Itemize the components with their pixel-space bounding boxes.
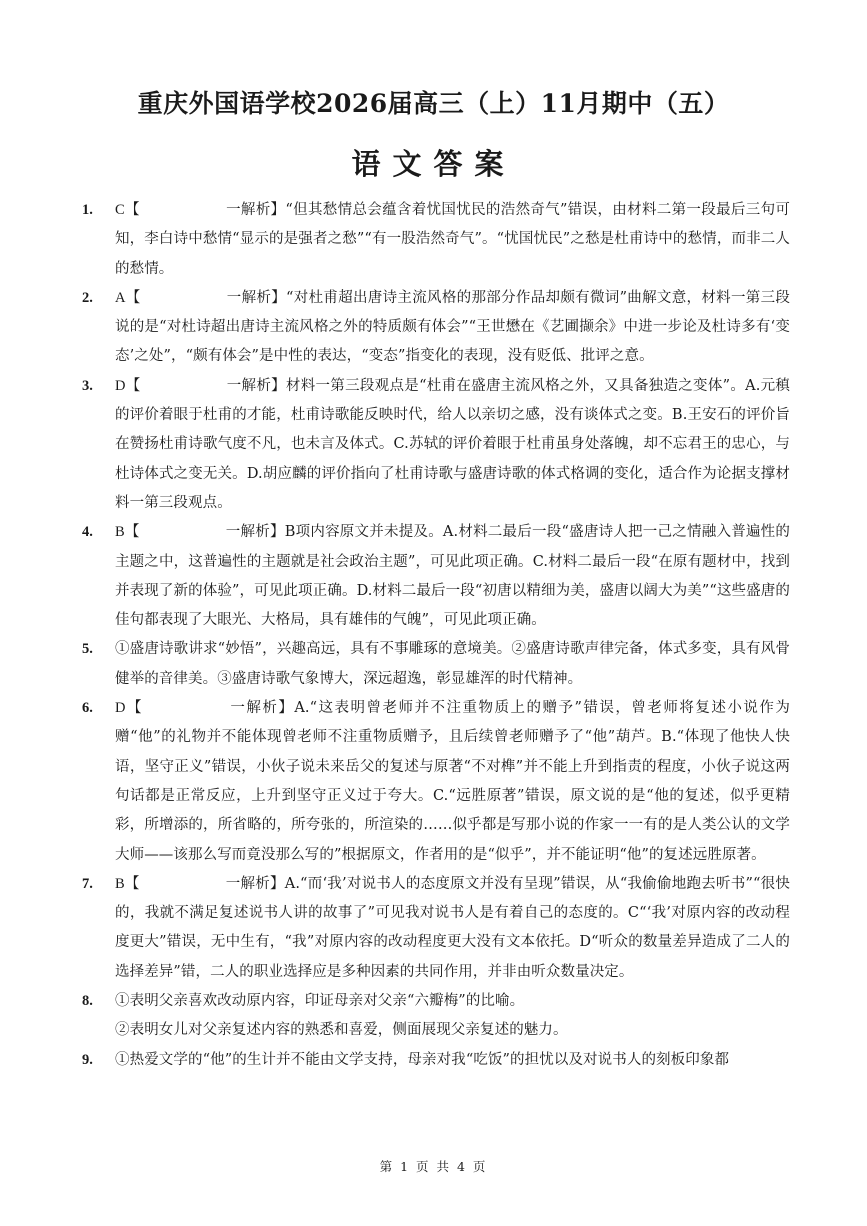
item-body xyxy=(115,694,790,870)
answer-item-2 xyxy=(0,284,867,372)
analysis-text: 一解析】B项内容原文并未提及。A.材料二最后一段“盛唐诗人把一己之情融入普遍性的主题之中，这普遍性的主题就是社会政治主题”，可见此项正确。C.材料二最后一段“在原有题材中，找到并表现了新的体验”，可见此项正确。D.材料二最后一段“初唐以精细为美，盛唐以阔大为美”“这些盛唐的佳句都表现了大眼光、大格局，具有雄伟的气魄”，可见此项正确。 xyxy=(115,524,790,629)
item-number: 5. xyxy=(82,641,93,658)
answer-choice: A【 xyxy=(115,289,141,306)
page-footer: 第 1 页 共 4 页 xyxy=(379,1159,488,1174)
item-body xyxy=(115,1046,790,1075)
item-body xyxy=(115,870,790,987)
analysis-point-1: ①表明父亲喜欢改动原内容，印证母亲对父亲“六瓣梅”的比喻。 xyxy=(115,993,525,1010)
item-body xyxy=(115,284,790,372)
item-number: 3. xyxy=(82,377,93,394)
analysis-text: ①盛唐诗歌讲求“妙悟”，兴趣高远，具有不事雕琢的意境美。②盛唐诗歌声律完备，体式多变，具有风骨健举的音律美。③盛唐诗歌气象博大，深远超逸，彰显雄浑的时代精神。 xyxy=(115,641,790,687)
item-number: 1. xyxy=(82,202,93,218)
school-title: 重庆外国语学校2026届高三（上）11月期中（五） xyxy=(137,89,730,118)
answer-choice: C【 xyxy=(115,202,140,218)
answer-item-8 xyxy=(0,987,867,1046)
analysis-text: 一解析】A.“这表明曾老师并不注重物质上的赠予”错误，曾老师将复述小说作为赠“他”的礼物并不能体现曾老师不注重物质赠予，且后续曾老师赠予了“他”葫芦。B.“体现了他快人快语，坚守正义”错误，小伙子说未来岳父的复述与原著“不对榫”并不能上升到指责的程度，小伙子说这两句话都是正常反应，上升到坚守正义过于夸大。C.“远胜原著”错误，原文说的是“他的复述，似乎更精彩，所增添的，所省略的，所夸张的，所渲染的……似乎都是写那小说的作家一一有的是人类公认的文学大师——该那么写而竟没那么写的”根据原文，作者用的是“似乎”，并不能证明“他”的复述远胜原著。 xyxy=(115,700,790,863)
item-body xyxy=(115,372,790,518)
answer-item-3 xyxy=(0,372,867,518)
answer-item-7 xyxy=(0,870,867,987)
item-number: 8. xyxy=(82,993,93,1010)
answer-choice: B【 xyxy=(115,524,140,541)
analysis-text: 一解析】“对杜甫超出唐诗主流风格的那部分作品却颇有微词”曲解文意，材料一第三段说的是“对杜诗超出唐诗主流风格之外的特质颇有体会”“王世懋在《艺圃撷余》中进一步论及杜诗多有‘变态’之处”，“颇有体会”是中性的表达，“变态”指变化的表现，没有贬低、批评之意。 xyxy=(115,289,790,365)
item-body xyxy=(115,518,790,635)
analysis-point-2: ②表明女儿对父亲复述内容的熟悉和喜爱，侧面展现父亲复述的魅力。 xyxy=(115,1022,568,1039)
answer-item-5 xyxy=(0,635,867,694)
answer-choice: D【 xyxy=(115,377,141,394)
item-body xyxy=(115,635,790,694)
item-body xyxy=(115,987,790,1046)
answer-choice: B【 xyxy=(115,875,140,892)
analysis-text: ①热爱文学的“他”的生计并不能由文学支持，母亲对我“吃饭”的担忧以及对说书人的刻板印象都 xyxy=(115,1051,730,1068)
item-body xyxy=(115,196,790,284)
answer-list xyxy=(0,196,867,1075)
item-number: 2. xyxy=(82,289,93,306)
analysis-text: 一解析】材料一第三段观点是“杜甫在盛唐主流风格之外，又具备独造之变体”。A.元稹的评价着眼于杜甫的才能，杜甫诗歌能反映时代，给人以亲切之感，没有谈体式之变。B.王安石的评价旨在赞扬杜甫诗歌气度不凡，也未言及体式。C.苏轼的评价着眼于杜甫虽身处落魄，却不忘君王的忠心，与杜诗体式之变无关。D.胡应麟的评价指向了杜甫诗歌与盛唐诗歌的体式格调的变化，适合作为论据支撑材料一第三段观点。 xyxy=(115,377,791,511)
answer-choice: D【 xyxy=(115,700,143,717)
item-number: 9. xyxy=(82,1051,93,1068)
analysis-text: 一解析】A.“而‘我’对说书人的态度原文并没有呈现”错误，从“我偷偷地跑去听书”“很快的，我就不满足复述说书人讲的故事了”可见我对说书人是有着自己的态度的。C“‘我’对原内容的改动程度更大”错误，无中生有，“我”对原内容的改动程度更大没有文本依托。D“听众的数量差异造成了二人的选择差异”错，二人的职业选择应是多种因素的共同作用，并非由听众数量决定。 xyxy=(115,875,790,980)
item-number: 7. xyxy=(82,875,93,892)
answer-item-9 xyxy=(0,1046,867,1075)
answer-item-6 xyxy=(0,694,867,870)
item-number: 6. xyxy=(82,700,93,717)
analysis-text: 一解析】“但其愁情总会蕴含着忧国忧民的浩然奇气”错误，由材料二第一段最后三句可知，李白诗中愁情“显示的是强者之愁”“有一股浩然奇气”。“忧国忧民”之愁是杜甫诗中的愁情，而非二人的愁情。 xyxy=(115,202,790,277)
answer-item-4 xyxy=(0,518,867,635)
answer-item-1 xyxy=(0,196,867,284)
item-number: 4. xyxy=(82,524,93,541)
document-title: 语文答案 xyxy=(351,147,516,181)
